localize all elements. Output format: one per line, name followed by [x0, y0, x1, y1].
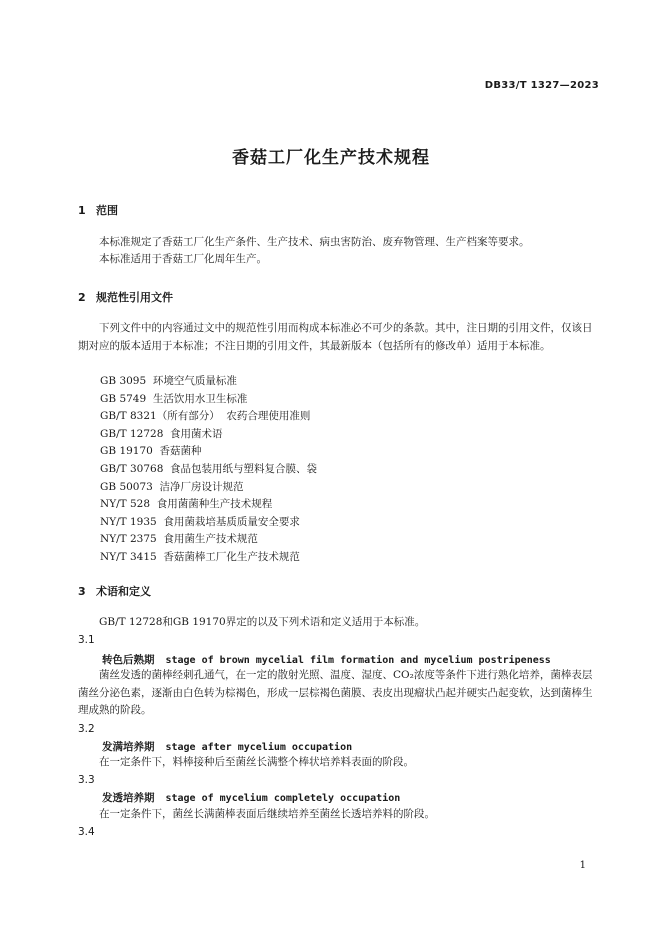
- term-en: stage of mycelium completely occupation: [165, 793, 401, 804]
- terms-intro: GB/T 12728和GB 19170界定的以及下列术语和定义适用于本标准。: [99, 616, 426, 628]
- reference-item: GB 5749 生活饮用水卫生标准: [100, 393, 248, 405]
- reference-item: GB 19170 香菇菌种: [100, 445, 202, 457]
- term-heading: [102, 739, 352, 754]
- page-title: 香菇工厂化生产技术规程: [232, 148, 430, 168]
- term-number: 3.1: [78, 634, 95, 646]
- reference-item: GB/T 12728 食用菌术语: [100, 428, 223, 440]
- term-en: stage after mycelium occupation: [165, 742, 353, 753]
- section-3-heading: [78, 583, 151, 599]
- reference-item: NY/T 3415 香菇菌棒工厂化生产技术规范: [100, 551, 300, 563]
- scope-paragraph-2: 本标准适用于香菇工厂化周年生产。: [99, 253, 267, 265]
- reference-item: GB/T 30768 食品包装用纸与塑料复合膜、袋: [100, 463, 318, 475]
- term-cn: 发满培养期: [102, 741, 155, 753]
- reference-item: NY/T 1935 食用菌栽培基质质量安全要求: [100, 516, 300, 528]
- term-definition: 菌丝发透的菌棒经刺孔通气，在一定的散射光照、温度、湿度、CO₂浓度等条件下进行熟化培养，菌棒表层菌丝分泌色素，逐渐由白色转为棕褐色，形成一层棕褐色菌膜、表皮出现瘤状凸起并硬实凸起变软，达到菌棒生理成熟的阶段。: [78, 669, 593, 716]
- section-number: 1: [78, 204, 86, 217]
- term-cn: 转色后熟期: [102, 654, 155, 666]
- references-intro: 下列文件中的内容通过文中的规范性引用而构成本标准必不可少的条款。其中，注日期的引用文件，仅该日期对应的版本适用于本标准；不注日期的引用文件，其最新版本（包括所有的修改单）适用于本标准。: [78, 322, 593, 352]
- reference-item: NY/T 2375 食用菌生产技术规范: [100, 533, 258, 545]
- reference-item: GB 50073 洁净厂房设计规范: [100, 481, 244, 493]
- section-title: 范围: [96, 204, 118, 217]
- term-heading: [102, 652, 551, 667]
- reference-item: GB 3095 环境空气质量标准: [100, 375, 237, 387]
- scope-paragraph-1: 本标准规定了香菇工厂化生产条件、生产技术、病虫害防治、废弃物管理、生产档案等要求。: [99, 236, 530, 248]
- term-number: 3.4: [78, 826, 95, 838]
- section-2-heading: [78, 289, 173, 305]
- section-title: 术语和定义: [96, 585, 151, 598]
- section-number: 3: [78, 585, 86, 598]
- section-title: 规范性引用文件: [96, 291, 173, 304]
- term-heading: [102, 790, 400, 805]
- header-code: DB33/T 1327—2023: [484, 80, 599, 91]
- page-number: 1: [579, 860, 586, 871]
- term-definition: 在一定条件下，料棒接种后至菌丝长满整个棒状培养料表面的阶段。: [99, 756, 414, 768]
- reference-item: GB/T 8321（所有部分） 农药合理使用准则: [100, 410, 311, 422]
- term-en: stage of brown mycelial film formation and mycelium postripeness: [165, 655, 551, 666]
- reference-item: NY/T 528 食用菌菌种生产技术规程: [100, 498, 273, 510]
- section-number: 2: [78, 291, 86, 304]
- term-definition: 在一定条件下，菌丝长满菌棒表面后继续培养至菌丝长透培养料的阶段。: [99, 808, 435, 820]
- term-number: 3.3: [78, 774, 95, 786]
- term-cn: 发透培养期: [102, 792, 155, 804]
- section-1-heading: [78, 202, 118, 218]
- term-number: 3.2: [78, 723, 95, 735]
